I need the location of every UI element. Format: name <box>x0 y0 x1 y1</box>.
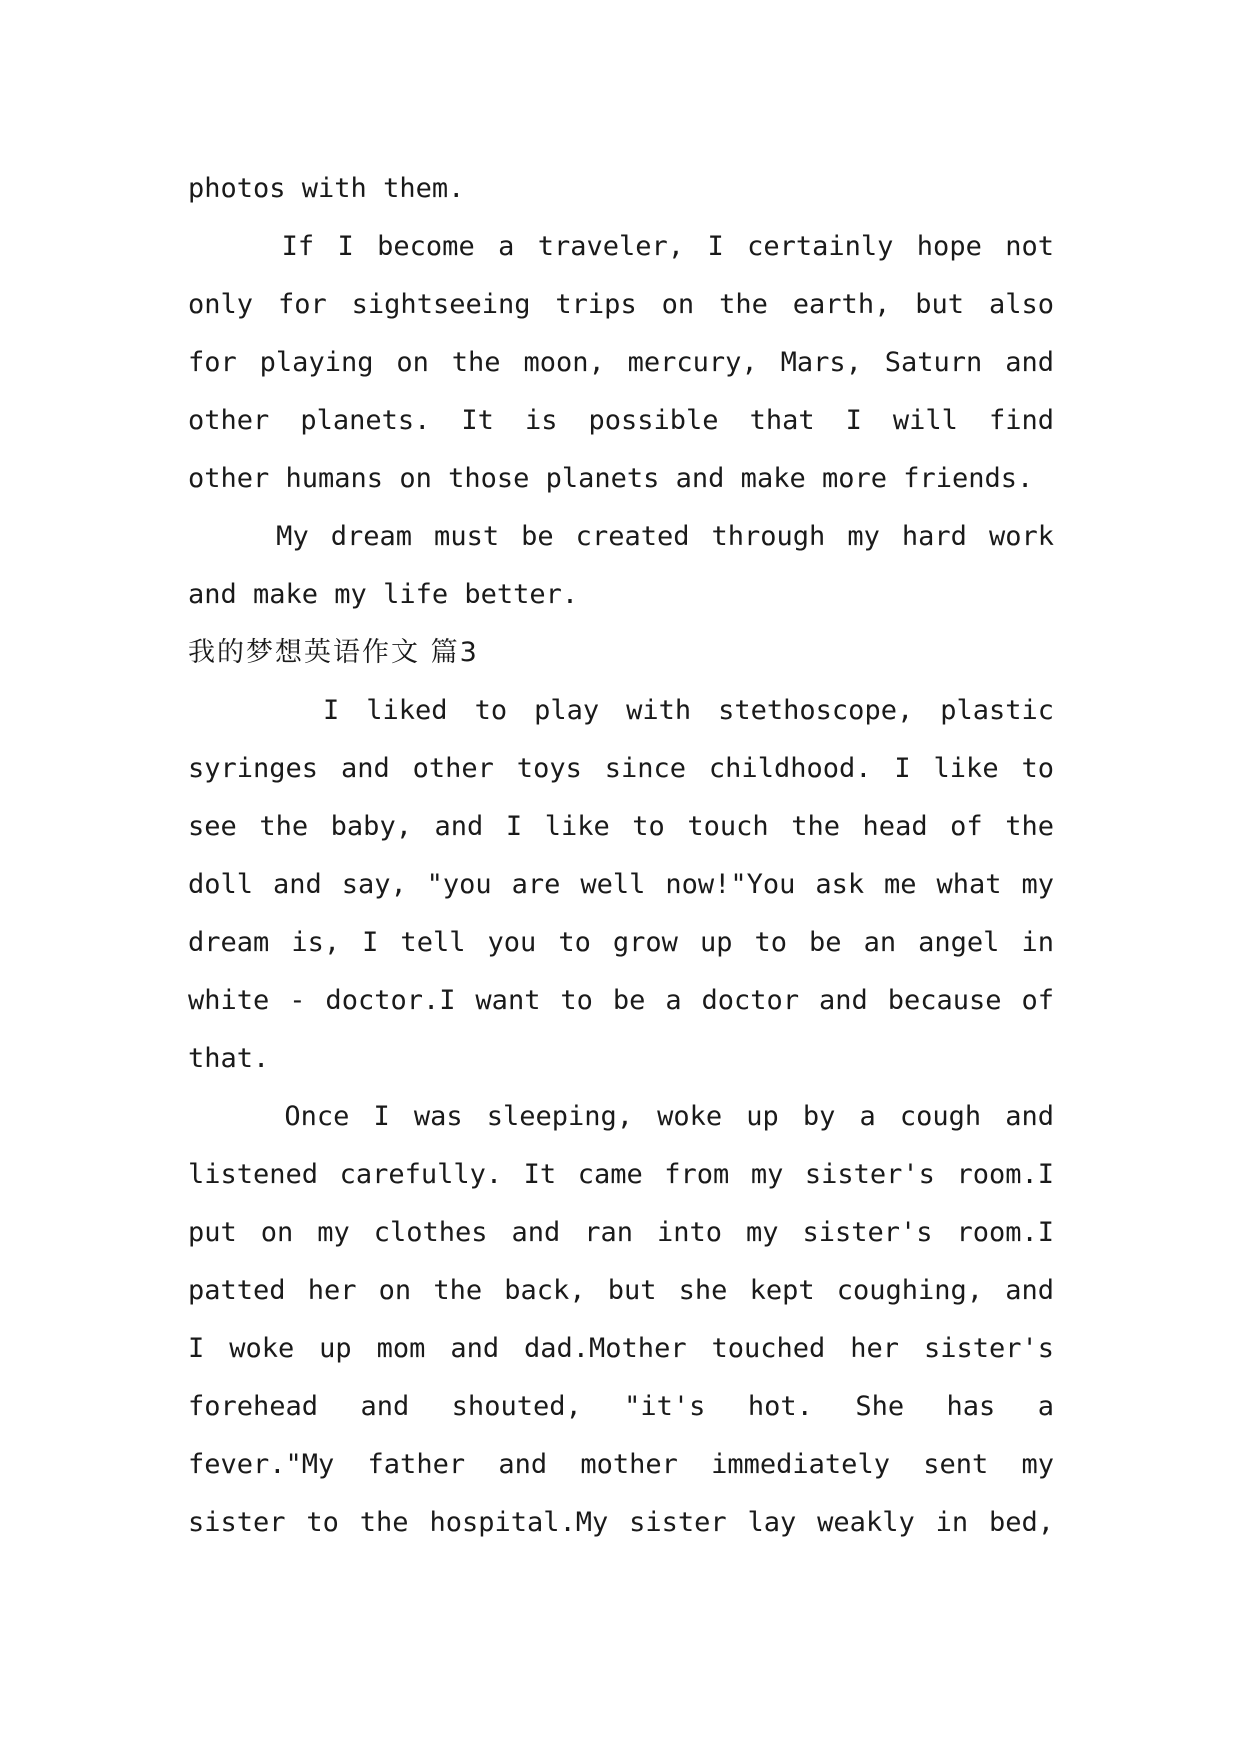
text-line: see the baby, and I like to touch the head of the <box>188 811 1054 842</box>
text-line: doll and say, "you are well now!"You ask me what my <box>188 869 1054 900</box>
text-line: that. <box>188 1043 270 1074</box>
text-line: photos with them. <box>188 173 465 204</box>
text-line: patted her on the back, but she kept coughing, and <box>188 1275 1054 1306</box>
text-line: white - doctor.I want to be a doctor and because of <box>188 985 1054 1016</box>
text-line: other planets. It is possible that I will find <box>188 405 1054 436</box>
text-line: My dream must be created through my hard work <box>188 521 1054 552</box>
text-line: and make my life better. <box>188 579 579 610</box>
text-line: for playing on the moon, mercury, Mars, Saturn and <box>188 347 1054 378</box>
text-line: fever."My father and mother immediately sent my <box>188 1449 1054 1480</box>
text-line: sister to the hospital.My sister lay weakly in bed, <box>188 1507 1054 1538</box>
text-line: I liked to play with stethoscope, plastic <box>188 695 1054 726</box>
text-line: put on my clothes and ran into my sister's room.I <box>188 1217 1054 1248</box>
text-line: I woke up mom and dad.Mother touched her sister's <box>188 1333 1054 1364</box>
document-body <box>188 160 1054 1552</box>
text-line: only for sightseeing trips on the earth, but also <box>188 289 1054 320</box>
text-line: forehead and shouted, "it's hot. She has a <box>188 1391 1054 1422</box>
text-line: other humans on those planets and make more friends. <box>188 463 1034 494</box>
section-heading: 我的梦想英语作文 篇3 <box>188 637 479 668</box>
text-line: listened carefully. It came from my sister's room.I <box>188 1159 1054 1190</box>
text-line: Once I was sleeping, woke up by a cough and <box>188 1101 1054 1132</box>
text-line: syringes and other toys since childhood. I like to <box>188 753 1054 784</box>
text-line: dream is, I tell you to grow up to be an angel in <box>188 927 1054 958</box>
text-line: If I become a traveler, I certainly hope not <box>188 231 1054 262</box>
